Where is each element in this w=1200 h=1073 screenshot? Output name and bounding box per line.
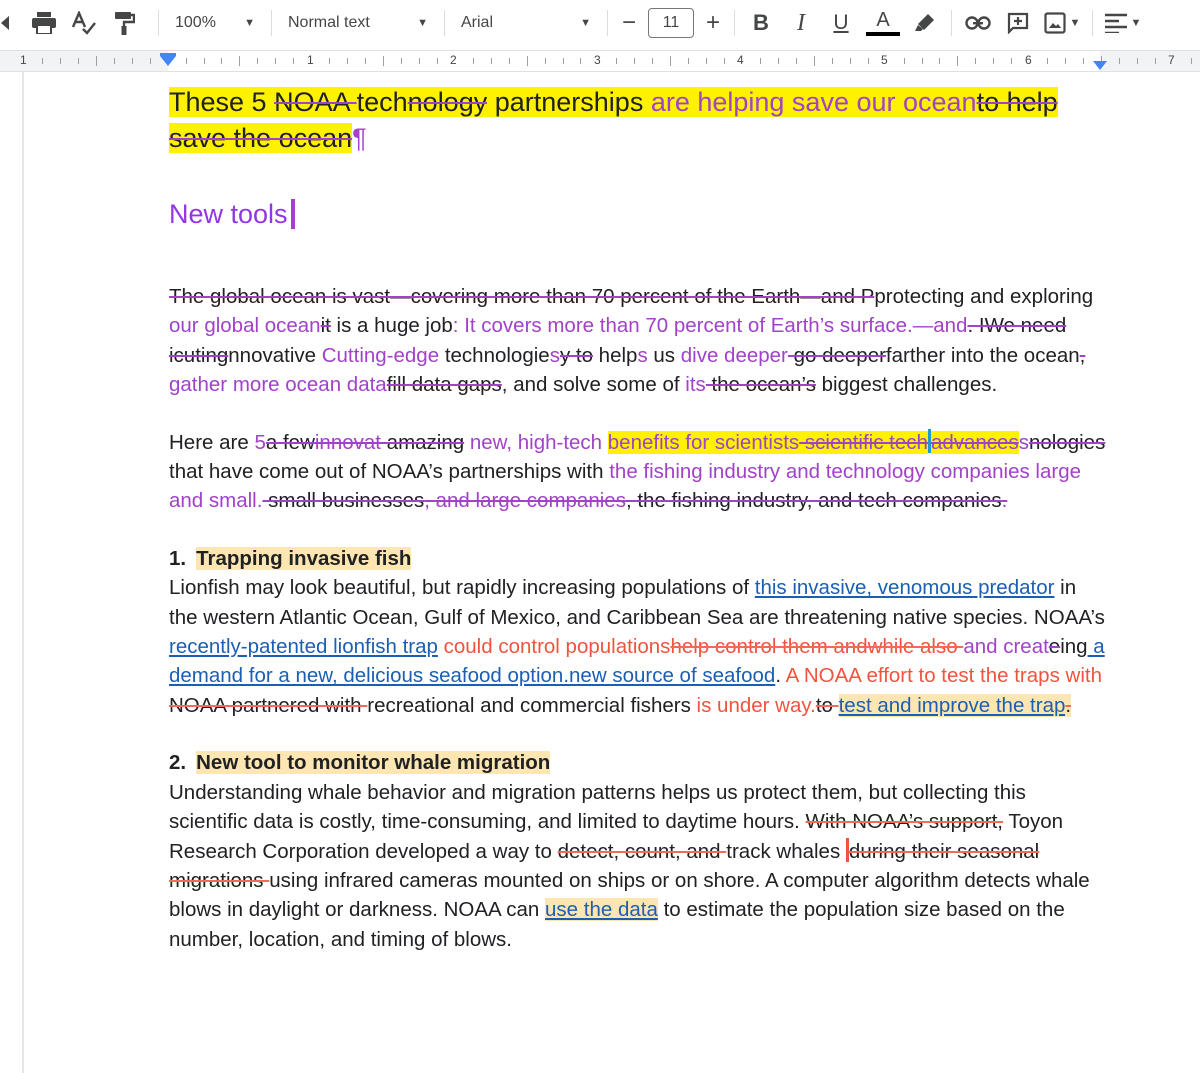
deletion: while also — [867, 635, 964, 659]
insert-link-icon[interactable] — [958, 7, 998, 39]
chevron-down-icon: ▼ — [580, 17, 591, 29]
link[interactable]: use the data — [545, 898, 658, 922]
ruler-tick — [186, 58, 187, 64]
ruler-tick — [868, 58, 869, 64]
text-run: ing — [1060, 635, 1088, 659]
ruler-tick — [814, 56, 815, 66]
title-run: tech — [356, 87, 408, 117]
highlighted-insertion: benefits for scientists — [607, 430, 800, 454]
ruler-tick — [922, 58, 923, 64]
ruler-tick — [509, 58, 510, 64]
ruler-tick — [114, 58, 115, 64]
paragraph-whale[interactable] — [169, 778, 1109, 954]
deletion: With NOAA’s support, — [805, 810, 1004, 834]
text-run: Understanding whale behavior and migration patterns helps us protect them, but collecting this scientific data is costly, time-consuming, and limited to daytime hours. — [169, 780, 1026, 834]
ruler-tick — [957, 56, 958, 66]
insertion: and creat — [963, 635, 1049, 659]
ruler-tick — [60, 58, 61, 64]
insertion: A NOAA effort to test the traps with — [785, 664, 1102, 688]
ruler-tick — [527, 56, 528, 66]
deletion: , — [1079, 343, 1086, 367]
ruler-tick — [383, 56, 384, 66]
highlight-pen-icon[interactable] — [905, 7, 945, 39]
deletion: amazing — [380, 430, 465, 454]
ruler-tick — [993, 58, 994, 64]
deletion: go deeper — [787, 343, 886, 367]
deletion: nologies — [1028, 430, 1106, 454]
ruler-tick — [1191, 58, 1192, 64]
section-heading-whale[interactable] — [169, 748, 1109, 777]
deletion: innovat — [314, 430, 381, 454]
ruler-tick — [706, 58, 707, 64]
paragraph-intro[interactable] — [169, 282, 1109, 400]
bold-button[interactable]: B — [753, 10, 769, 35]
deletion: e — [1048, 635, 1061, 659]
deletion: y to — [559, 343, 593, 367]
ruler-tick — [1065, 58, 1066, 64]
font-value: Arial — [461, 14, 494, 31]
ruler-tick — [634, 58, 635, 64]
pilcrow-mark: ¶ — [352, 123, 367, 153]
text-color-swatch — [866, 32, 900, 36]
ruler-tick — [670, 56, 671, 66]
text-color-label: A — [876, 9, 890, 31]
insertion: could control populations — [437, 635, 671, 659]
text-run: Toyon Research Corporation developed a way to — [169, 810, 1064, 863]
deletion: the ocean’s — [705, 373, 816, 397]
text-run: is a huge job — [330, 314, 453, 338]
ruler-number: 7 — [1168, 53, 1175, 67]
deletion: help control them and — [670, 635, 868, 659]
text-run: protecting and exploring — [874, 285, 1094, 308]
ruler-tick — [275, 58, 276, 64]
title-run: 5 — [251, 87, 275, 117]
title-run: These — [169, 87, 252, 117]
chevron-down-icon: ▼ — [1069, 17, 1081, 29]
link[interactable]: recently-patented lionfish trap — [169, 635, 438, 659]
insertion: 5 — [254, 430, 266, 454]
chevron-down-icon: ▼ — [244, 17, 255, 29]
ruler-number: 1 — [20, 53, 27, 67]
deletion: a few — [265, 430, 315, 454]
text-run: recreational and commercial fishers — [367, 693, 697, 717]
ruler-tick — [347, 58, 348, 64]
zoom-select[interactable] — [165, 7, 265, 39]
paragraph-partnerships[interactable] — [169, 428, 1109, 516]
ruler-tick — [545, 58, 546, 64]
ruler-tick — [473, 58, 474, 64]
ruler-tick — [437, 58, 438, 64]
ruler-tick — [975, 58, 976, 64]
text-run: us — [647, 343, 681, 367]
ruler-tick — [42, 58, 43, 64]
document-title[interactable] — [169, 84, 1109, 156]
highlighted-deletion: advances — [930, 430, 1019, 454]
increase-font-size-button[interactable]: + — [705, 9, 720, 36]
chevron-down-icon: ▼ — [417, 17, 428, 29]
deletion: small businesses — [262, 489, 425, 513]
ruler-tick — [796, 58, 797, 64]
ruler-number: 1 — [307, 53, 314, 67]
ruler-tick — [221, 58, 222, 64]
insertion: s — [637, 343, 648, 367]
title-deletion: to help save the ocean — [169, 87, 1058, 153]
font-size-input[interactable]: 11 — [648, 8, 694, 38]
toolbar-divider — [271, 10, 272, 36]
deletion: test and improve the trap — [838, 693, 1066, 717]
ruler-tick — [850, 58, 851, 64]
toolbar-divider — [951, 10, 952, 36]
ruler-tick — [96, 56, 97, 66]
toolbar-divider — [734, 10, 735, 36]
zoom-value: 100% — [175, 14, 216, 31]
deletion: We need — [984, 314, 1067, 338]
deletion: , and large companies — [424, 489, 626, 513]
insertion: gather — [169, 373, 228, 397]
paragraph-lionfish[interactable] — [169, 573, 1109, 720]
text-run: nnovative — [228, 343, 317, 367]
insertion: Cutting-edge — [316, 343, 440, 367]
deletion: . I — [967, 314, 985, 338]
ruler-tick — [150, 58, 151, 64]
page-edge — [22, 72, 24, 1073]
section-heading-new-tools[interactable] — [169, 196, 1109, 232]
heading-text: Trapping invasive fish — [196, 546, 412, 570]
left-indent-handle[interactable] — [160, 56, 176, 66]
text-run: help — [592, 343, 638, 367]
insertion: new, high-tech — [464, 430, 608, 454]
paint-format-icon[interactable] — [104, 7, 144, 39]
paragraph-style-value: Normal text — [288, 14, 370, 31]
insertion: dive deeper — [680, 343, 788, 367]
insertion: s — [549, 343, 560, 367]
font-select[interactable] — [451, 7, 601, 39]
deletion: detect, count, and — [557, 839, 727, 863]
ruler-tick — [1155, 58, 1156, 64]
align-left-icon[interactable] — [1099, 7, 1147, 39]
insertion: : It covers more than 70 percent of Earth’s surface.—and — [452, 314, 968, 338]
link[interactable]: this invasive, venomous predator — [754, 576, 1055, 600]
ruler-tick — [419, 58, 420, 64]
deletion: new source of seafood — [569, 664, 776, 688]
ruler-tick — [365, 58, 366, 64]
text-run: Here are — [169, 430, 255, 454]
deletion: during their seasonal migrations — [169, 839, 1040, 892]
highlighted-deletion: scientific tech — [799, 430, 928, 454]
ruler-tick — [401, 58, 402, 64]
suggestion-cursor — [291, 199, 295, 229]
ruler-tick — [1011, 58, 1012, 64]
deletion: fill data gaps — [386, 373, 502, 397]
heading-text: New tools — [169, 199, 288, 229]
add-comment-icon[interactable] — [998, 7, 1038, 39]
italic-button[interactable]: I — [797, 9, 805, 36]
undo-icon[interactable] — [0, 7, 10, 39]
text-run: technologie — [439, 343, 550, 367]
insertion: the fishing industry and technology companies large and small. — [169, 460, 1082, 513]
ruler-number: 6 — [1025, 53, 1032, 67]
insertion: our global ocean — [169, 314, 321, 338]
text-run: track whales — [726, 839, 846, 863]
deletion: . — [1065, 693, 1072, 717]
list-number: 1. — [169, 546, 187, 570]
toolbar-divider — [158, 10, 159, 36]
insertion: its — [685, 373, 706, 397]
section-heading-trapping[interactable] — [169, 544, 1109, 573]
deletion: to — [815, 693, 839, 717]
toolbar-divider — [444, 10, 445, 36]
title-deletion: NOAA — [274, 87, 357, 117]
text-color-button[interactable] — [861, 7, 905, 39]
ruler-tick — [760, 58, 761, 64]
ruler-tick — [293, 58, 294, 64]
toolbar-divider — [1092, 10, 1093, 36]
title-deletion: nology — [407, 87, 488, 117]
link[interactable]: a demand for a new, delicious seafood option. — [169, 635, 1105, 688]
document-body[interactable] — [169, 84, 1109, 954]
deletion: , the fishing industry, and tech companies — [625, 489, 1002, 513]
heading-text: New tool to monitor whale migration — [196, 751, 551, 775]
ruler-tick — [204, 58, 205, 64]
ruler-tick — [1137, 58, 1138, 64]
text-run: . — [775, 664, 786, 688]
text-run: to estimate the population size based on the number, location, and timing of blows. — [169, 898, 1065, 951]
ruler-tick — [688, 58, 689, 64]
toolbar-divider — [607, 10, 608, 36]
insertion: s — [1018, 430, 1029, 454]
ruler-tick — [652, 58, 653, 64]
ruler-tick — [724, 58, 725, 64]
ruler-tick — [616, 58, 617, 64]
deletion: NOAA partnered with — [169, 693, 368, 717]
ruler-tick — [239, 56, 240, 66]
text-run: , and solve some of — [501, 373, 686, 397]
ruler-tick — [904, 58, 905, 64]
text-run: in the western Atlantic Ocean, Gulf of Mexico, and Caribbean Sea are threatening native species. NOAA’s — [169, 576, 1105, 629]
text-run: biggest challenges. — [815, 373, 998, 397]
ruler-tick — [1083, 58, 1084, 64]
text-run: farther into the ocean — [885, 343, 1080, 367]
deletion: The global ocean is vast—covering more than 70 percent of the Earth—and P — [169, 285, 875, 308]
ruler-tick — [491, 58, 492, 64]
toolbar — [0, 0, 1200, 46]
decrease-font-size-button[interactable]: − — [621, 9, 636, 36]
spellcheck-icon[interactable] — [64, 7, 104, 39]
ruler-tick — [78, 58, 79, 64]
ruler-tick — [1047, 58, 1048, 64]
underline-button[interactable]: U — [833, 11, 849, 34]
ruler-tick — [257, 58, 258, 64]
ruler-tick — [580, 58, 581, 64]
ruler-right-margin — [1100, 51, 1200, 71]
list-number: 2. — [169, 751, 187, 775]
ruler-tick — [563, 58, 564, 64]
ruler-number: 3 — [594, 53, 601, 67]
text-run: Lionfish may look beautiful, but rapidly increasing populations of — [169, 576, 755, 600]
deletion: icuting — [169, 343, 229, 367]
insertion: is under way. — [696, 693, 816, 717]
title-insertion: are helping save our ocean — [650, 87, 977, 117]
ruler-tick — [778, 58, 779, 64]
ruler-tick — [132, 58, 133, 64]
deletion: it — [320, 314, 331, 338]
ruler[interactable] — [0, 50, 1200, 72]
insert-image-icon[interactable] — [1038, 7, 1086, 39]
text-run: using infrared cameras mounted on ships or on shore. A computer algorithm detects whale blows in daylight or darkness. NOAA can — [169, 868, 1090, 922]
deletion: . — [1001, 489, 1008, 513]
right-indent-handle[interactable] — [1093, 61, 1107, 70]
ruler-number: 5 — [881, 53, 888, 67]
ruler-tick — [939, 58, 940, 64]
insertion: more ocean data — [227, 373, 387, 397]
print-icon[interactable] — [24, 7, 64, 39]
text-run: that have come out of NOAA’s partnerships with — [169, 460, 610, 484]
paragraph-style-select[interactable] — [278, 7, 438, 39]
ruler-number: 2 — [450, 53, 457, 67]
ruler-tick — [832, 58, 833, 64]
ruler-number: 4 — [737, 53, 744, 67]
chevron-down-icon: ▼ — [1130, 17, 1142, 29]
ruler-tick — [1119, 58, 1120, 64]
ruler-tick — [329, 58, 330, 64]
title-run: partnerships — [487, 87, 651, 117]
